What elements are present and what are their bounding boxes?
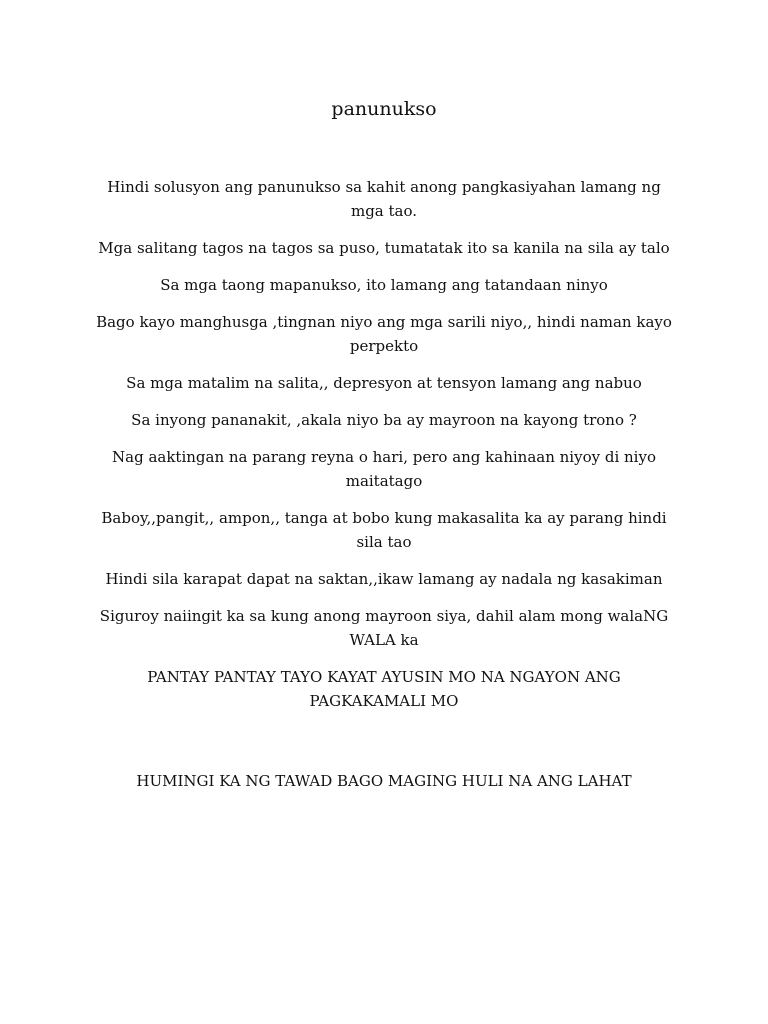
- poem-line: Bago kayo manghusga ,tingnan niyo ang mga sarili niyo,, hindi naman kayo perpekto: [96, 313, 672, 355]
- poem-line: Mga salitang tagos na tagos sa puso, tumatatak ito sa kanila na sila ay talo: [98, 239, 670, 257]
- poem-line: Sa mga taong mapanukso, ito lamang ang tatandaan ninyo: [160, 276, 608, 294]
- poem-body: [90, 175, 678, 726]
- poem-line: Hindi sila karapat dapat na saktan,,ikaw lamang ay nadala ng kasakiman: [105, 570, 663, 588]
- poem-line: Nag aaktingan na parang reyna o hari, pero ang kahinaan niyoy di niyo maitatago: [112, 448, 656, 490]
- poem-closing-line: HUMINGI KA NG TAWAD BAGO MAGING HULI NA ANG LAHAT: [136, 772, 632, 790]
- poem-line: Siguroy naiingit ka sa kung anong mayroon siya, dahil alam mong walaNG WALA ka: [99, 607, 669, 649]
- poem-line: Hindi solusyon ang panunukso sa kahit anong pangkasiyahan lamang ng mga tao.: [107, 178, 661, 220]
- poem-line: Sa mga matalim na salita,, depresyon at tensyon lamang ang nabuo: [126, 374, 642, 392]
- poem-line: PANTAY PANTAY TAYO KAYAT AYUSIN MO NA NGAYON ANG PAGKAKAMALI MO: [147, 668, 621, 710]
- poem-title: panunukso: [331, 98, 437, 120]
- poem-line: Sa inyong pananakit, ,akala niyo ba ay mayroon na kayong trono ?: [131, 411, 637, 429]
- poem-line: Baboy,,pangit,, ampon,, tanga at bobo kung makasalita ka ay parang hindi sila tao: [101, 509, 667, 551]
